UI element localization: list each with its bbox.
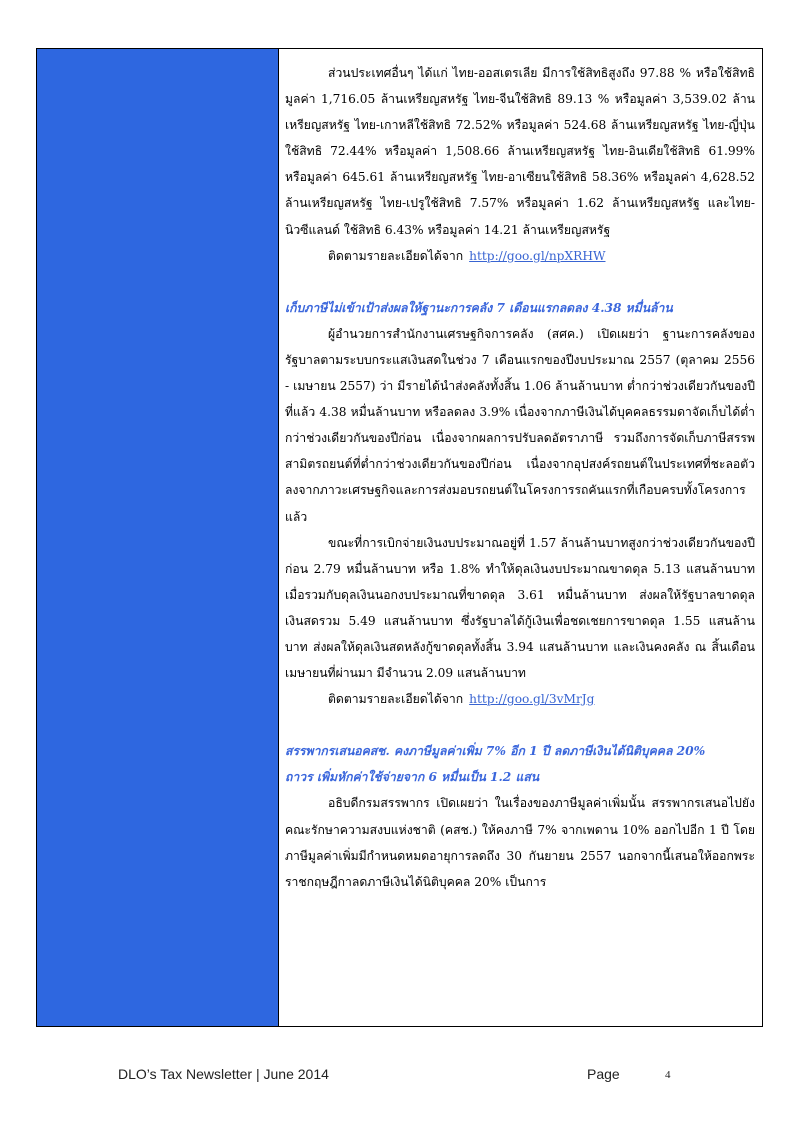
article1-link[interactable]: http://goo.gl/npXRHW bbox=[469, 248, 606, 263]
article2-follow bbox=[285, 686, 755, 712]
footer-title: DLO’s Tax Newsletter | June 2014 bbox=[118, 1066, 329, 1082]
spacer bbox=[285, 269, 755, 295]
article1-paragraph: ส่วนประเทศอื่นๆ ได้แก่ ไทย-ออสเตรเลีย มีการใช้สิทธิสูงถึง 97.88 % หรือใช้สิทธิมูลค่า 1,716.05 ล้านเหรียญสหรัฐ ไทย-จีนใช้สิทธิ 89.13 % หรือมูลค่า 3,539.02 ล้านเหรียญสหรัฐ ไทย-เกาหลีใช้สิทธิ 72.52% หรือมูลค่า 524.68 ล้านเหรียญสหรัฐ ไทย-ญี่ปุ่นใช้สิทธิ 72.44% หรือมูลค่า 1,508.66 ล้านเหรียญสหรัฐ ไทย-อินเดียใช้สิทธิ 61.99% หรือมูลค่า 645.61 ล้านเหรียญสหรัฐ ไทย-อาเซียนใช้สิทธิ 58.36% หรือมูลค่า 4,628.52 ล้านเหรียญสหรัฐ ไทย-เปรูใช้สิทธิ 7.57% หรือมูลค่า 1.62 ล้านเหรียญสหรัฐ และไทย-นิวซีแลนด์ ใช้สิทธิ 6.43% หรือมูลค่า 14.21 ล้านเหรียญสหรัฐ bbox=[285, 66, 755, 237]
article3-heading-line2: ถาวร เพิ่มหักค่าใช้จ่ายจาก 6 หมื่นเป็น 1.2 แสน bbox=[285, 770, 540, 785]
sidebar-panel bbox=[37, 49, 278, 1026]
article3-heading-line1: สรรพากรเสนอคสช. คงภาษีมูลค่าเพิ่ม 7% อีก 1 ปี ลดภาษีเงินได้นิติบุคคล 20% bbox=[285, 744, 706, 759]
article2-heading: เก็บภาษีไม่เข้าเป้าส่งผลให้ฐานะการคลัง 7 เดือนแรกลดลง 4.38 หมื่นล้าน bbox=[285, 300, 673, 315]
follow-label: ติดตามรายละเอียดได้จาก bbox=[328, 248, 464, 263]
footer-page-label: Page bbox=[587, 1066, 620, 1082]
article-column bbox=[285, 60, 755, 895]
article2-link[interactable]: http://goo.gl/3vMrJg bbox=[469, 692, 595, 707]
follow-label: ติดตามรายละเอียดได้จาก bbox=[328, 692, 464, 707]
article2-paragraph2: ขณะที่การเบิกจ่ายเงินงบประมาณอยู่ที่ 1.57 ล้านล้านบาทสูงกว่าช่วงเดียวกันของปีก่อน 2.79 หมื่นล้านบาท หรือ 1.8% ทำให้ดุลเงินงบประมาณขาดดุล 5.13 แสนล้านบาท เมื่อรวมกับดุลเงินนอกงบประมาณที่ขาดดุล 3.61 หมื่นล้านบาท ส่งผลให้รัฐบาลขาดดุลเงินสดรวม 5.49 แสนล้านบาท ซึ่งรัฐบาลได้กู้เงินเพื่อชดเชยการขาดดุล 1.55 แสนล้านบาท ส่งผลให้ดุลเงินสดหลังกู้ขาดดุลทั้งสิ้น 3.94 แสนล้านบาท และเงินคงคลัง ณ สิ้นเดือนเมษายนที่ผ่านมา มีจำนวน 2.09 แสนล้านบาท bbox=[285, 535, 755, 681]
spacer bbox=[285, 712, 755, 738]
column-divider bbox=[278, 48, 279, 1027]
article1-follow bbox=[285, 243, 755, 269]
article3-paragraph: อธิบดีกรมสรรพากร เปิดเผยว่า ในเรื่องของภาษีมูลค่าเพิ่มนั้น สรรพากรเสนอไปยังคณะรักษาความสงบแห่งชาติ (คสช.) ให้คงภาษี 7% จากเพดาน 10% ออกไปอีก 1 ปี โดยภาษีมูลค่าเพิ่มมีกำหนดหมดอายุการลดถึง 30 กันยายน 2557 นอกจากนี้เสนอให้ออกพระราชกฤษฎีกาลดภาษีเงินได้นิติบุคคล 20% เป็นการ bbox=[285, 796, 755, 889]
footer-page-number: 4 bbox=[665, 1069, 671, 1081]
article2-paragraph1: ผู้อำนวยการสำนักงานเศรษฐกิจการคลัง (สศค.) เปิดเผยว่า ฐานะการคลังของรัฐบาลตามระบบกระแสเงินสดในช่วง 7 เดือนแรกของปีงบประมาณ 2557 (ตุลาคม 2556 - เมษายน 2557) ว่า มีรายได้นำส่งคลังทั้งสิ้น 1.06 ล้านล้านบาท ต่ำกว่าช่วงเดียวกันของปีที่แล้ว 4.38 หมื่นล้านบาท หรือลดลง 3.9% เนื่องจากภาษีเงินได้บุคคลธรรมดาจัดเก็บได้ต่ำกว่าช่วงเดียวกันของปีก่อน เนื่องจากผลการปรับลดอัตราภาษี รวมถึงการจัดเก็บภาษีสรรพสามิตรถยนต์ที่ต่ำกว่าช่วงเดียวกันของปีก่อน เนื่องจากอุปสงค์รถยนต์ในประเทศที่ชะลอตัวลงจากภาวะเศรษฐกิจและการส่งมอบรถยนต์ในโครงการรถคันแรกที่เกือบครบทั้งโครงการแล้ว bbox=[285, 326, 755, 524]
